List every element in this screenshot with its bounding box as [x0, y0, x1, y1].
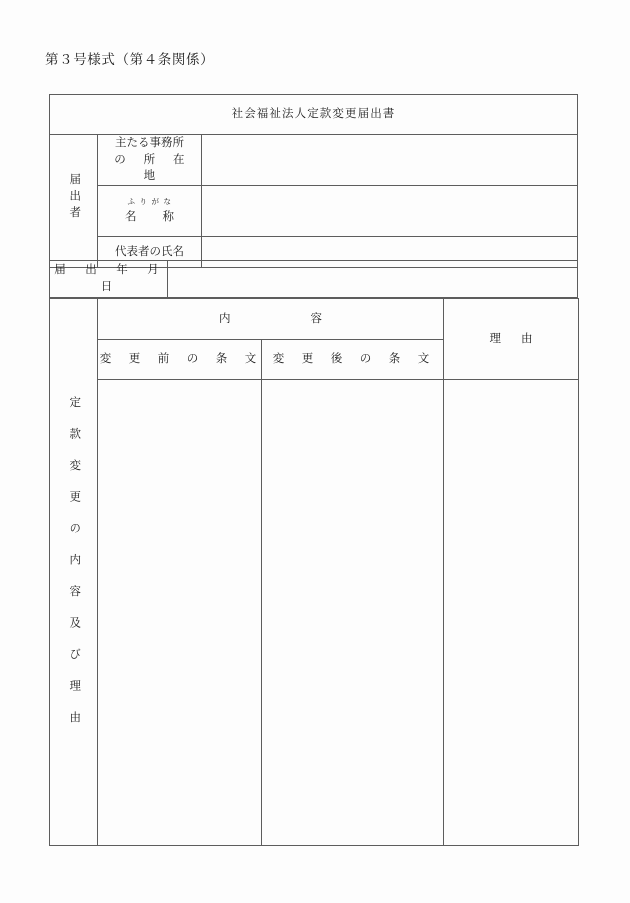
label-main-office-address-line2: の 所 在 地 — [114, 153, 203, 183]
table-row-name — [50, 186, 578, 237]
input-before-amendment[interactable] — [98, 380, 262, 846]
table-row-address — [50, 135, 578, 186]
table-row-title — [50, 95, 578, 135]
label-submission-date: 届 出 年 月 日 — [50, 261, 168, 298]
content-vertical-label-text: 定款変更の内容及び理由 — [68, 395, 81, 743]
applicant-table — [49, 94, 578, 268]
label-corporation-name — [98, 186, 202, 237]
form-number-heading: 第３号様式（第４条関係） — [45, 52, 215, 67]
submission-date-table — [49, 260, 578, 298]
label-corporation-name-char2: 称 — [162, 210, 174, 223]
header-before-amendment: 変 更 前 の 条 文 — [98, 340, 262, 380]
header-after-amendment: 変 更 後 の 条 文 — [262, 340, 444, 380]
input-corporation-name[interactable] — [202, 186, 578, 237]
header-naiyo-char2: 容 — [310, 312, 322, 325]
table-row-submission-date — [50, 261, 578, 298]
applicant-vertical-label-text: 届出者 — [68, 173, 81, 223]
document-title: 社会福祉法人定款変更届出書 — [50, 95, 578, 135]
amendment-content-table — [49, 298, 579, 846]
table-row-content-header-1 — [50, 299, 579, 340]
header-reason — [444, 299, 579, 380]
header-naiyo-char1: 内 — [219, 312, 231, 325]
input-after-amendment[interactable] — [262, 380, 444, 846]
header-reason-char1: 理 — [489, 332, 501, 345]
label-main-office-address — [98, 135, 202, 186]
input-main-office-address[interactable] — [202, 135, 578, 186]
label-furigana: ふりがな — [127, 196, 176, 206]
header-reason-char2: 由 — [521, 332, 533, 345]
content-vertical-label — [50, 299, 98, 846]
label-representative-name: 代表者の氏名 — [98, 237, 202, 268]
table-row-content-body — [50, 380, 579, 846]
input-reason[interactable] — [444, 380, 579, 846]
label-corporation-name-text — [98, 209, 201, 226]
input-submission-date[interactable] — [168, 261, 578, 298]
label-main-office-address-line1: 主たる事務所 — [115, 137, 184, 149]
label-corporation-name-char1: 名 — [125, 210, 137, 223]
applicant-vertical-label — [50, 135, 98, 268]
header-naiyo — [98, 299, 444, 340]
